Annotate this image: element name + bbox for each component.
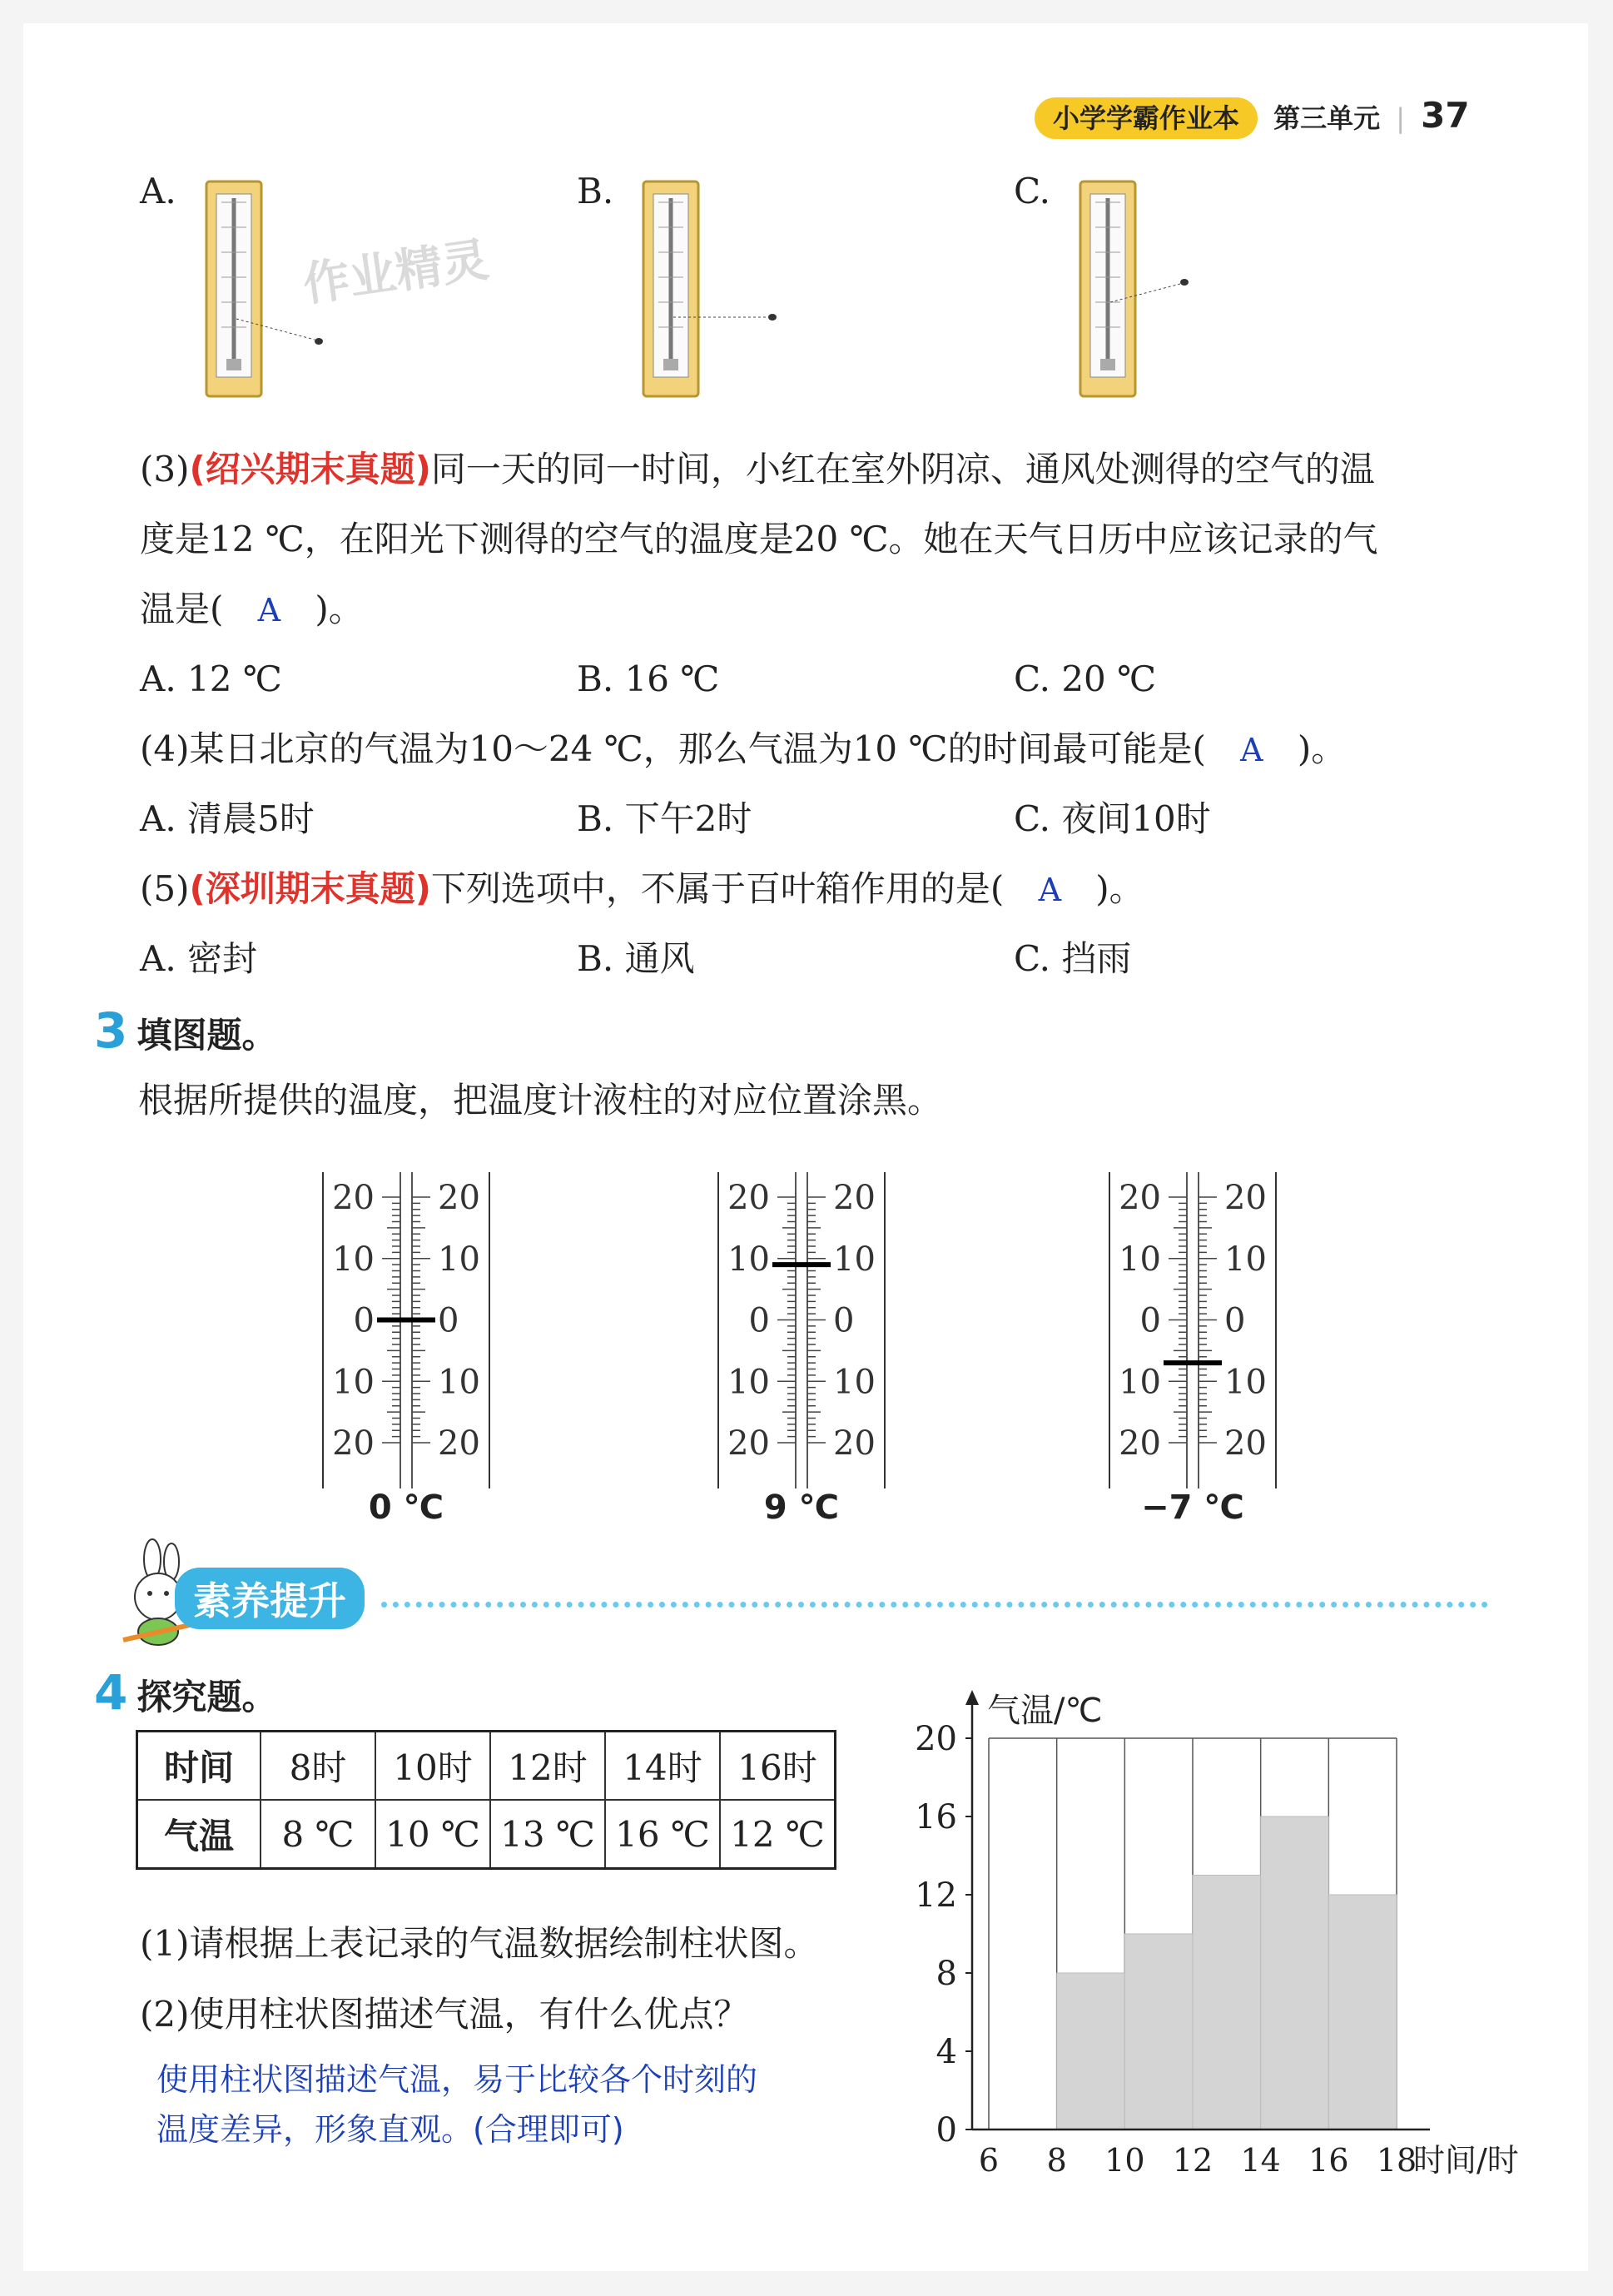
y-tick-label: 4 <box>936 2033 957 2071</box>
tick-label: 10 <box>438 1240 480 1279</box>
thermometer-minus7 <box>1093 1155 1293 1527</box>
x-axis-label: 时间/时 <box>1413 2142 1519 2179</box>
thermometer-scale <box>306 1155 506 1505</box>
x-tick-label: 12 <box>1172 2142 1213 2179</box>
table-header-cell: 时间 <box>137 1732 261 1801</box>
thermometer-scale <box>1093 1155 1293 1505</box>
y-axis-arrow <box>965 1690 979 1705</box>
tick-label: 10 <box>1224 1240 1267 1279</box>
tick-label: 0 <box>353 1301 375 1340</box>
section4-number: 4 <box>94 1664 128 1721</box>
tick-label: 20 <box>332 1179 375 1217</box>
tick-label: 10 <box>727 1240 770 1279</box>
y-tick-label: 20 <box>915 1720 957 1758</box>
table-cell: 16时 <box>720 1732 836 1801</box>
option-c-label: C. <box>1014 171 1050 211</box>
q5-source-tag: (深圳期末真题) <box>189 868 431 909</box>
thermometer-0 <box>306 1155 506 1527</box>
q4-answer: A <box>1240 732 1263 768</box>
book-title-tag: 小学学霸作业本 <box>1035 97 1258 139</box>
q4-option-c: C. 夜间10时 <box>1014 798 1211 839</box>
y-tick-label: 12 <box>915 1876 957 1915</box>
header <box>1035 95 1470 136</box>
banner-dotted-line <box>381 1602 1488 1608</box>
bar <box>1261 1816 1329 2130</box>
tick-label: 10 <box>1119 1363 1161 1402</box>
tick-label: 20 <box>1224 1179 1267 1217</box>
thermometer-label: −7 ℃ <box>1141 1488 1244 1527</box>
tick-label: 10 <box>438 1363 480 1402</box>
y-axis-label: 气温/℃ <box>987 1692 1103 1730</box>
section3-number: 3 <box>94 1002 128 1059</box>
tick-label: 20 <box>438 1179 480 1217</box>
tick-label: 20 <box>727 1424 770 1463</box>
section4-answer-line2: 温度差异，形象直观。(合理即可) <box>156 2111 624 2148</box>
temperature-table <box>136 1730 836 1870</box>
tick-label: 20 <box>727 1179 770 1217</box>
tick-label: 10 <box>1224 1363 1267 1402</box>
q4-option-a: A. 清晨5时 <box>140 798 315 839</box>
q5-option-c: C. 挡雨 <box>1014 938 1132 979</box>
wall-thermometer-b-icon <box>618 177 802 402</box>
tick-label: 20 <box>1119 1424 1161 1463</box>
y-tick-label: 16 <box>915 1798 957 1836</box>
thermometer-scale <box>702 1155 901 1505</box>
x-tick-label: 16 <box>1308 2142 1349 2179</box>
q5-question: (5)(深圳期末真题)下列选项中，不属于百叶箱作用的是( A )。 <box>140 854 1144 925</box>
section4-title: 探究题。 <box>136 1677 277 1717</box>
tick-label: 20 <box>1119 1179 1161 1217</box>
table-cell: 10 ℃ <box>375 1800 490 1869</box>
q5-option-b: B. 通风 <box>577 938 695 979</box>
y-tick-label: 8 <box>936 1955 957 1993</box>
tick-label: 0 <box>438 1301 459 1340</box>
tick-label: 10 <box>332 1363 375 1402</box>
table-cell: 13 ℃ <box>490 1800 605 1869</box>
option-a-label: A. <box>140 171 176 211</box>
section4-answer-line1: 使用柱状图描述气温，易于比较各个时刻的 <box>156 2061 758 2098</box>
section4-sub2: (2)使用柱状图描述气温，有什么优点？ <box>140 1994 749 2035</box>
q5-option-a: A. 密封 <box>140 938 258 979</box>
section3-title: 填图题。 <box>136 1015 277 1056</box>
q3-answer: A <box>257 592 281 629</box>
header-divider: | <box>1396 102 1405 134</box>
y-tick-label: 0 <box>936 2111 957 2149</box>
q3-line1: (3)(绍兴期末真题)同一天的同一时间，小红在室外阴凉、通风处测得的空气的温 <box>140 449 1375 490</box>
table-row <box>137 1732 836 1801</box>
x-tick-label: 6 <box>978 2142 1000 2179</box>
unit-label: 第三单元 <box>1273 102 1381 134</box>
section3-instruction: 根据所提供的温度，把温度计液柱的对应位置涂黑。 <box>138 1080 943 1121</box>
section-banner: 素养提升 <box>175 1568 365 1629</box>
tick-label: 0 <box>1224 1301 1246 1340</box>
option-b-label: B. <box>577 171 614 211</box>
tick-label: 0 <box>833 1301 855 1340</box>
table-cell: 14时 <box>605 1732 720 1801</box>
q3-option-c: C. 20 ℃ <box>1014 658 1157 699</box>
table-cell: 10时 <box>375 1732 490 1801</box>
q4-question: (4)某日北京的气温为10～24 ℃，那么气温为10 ℃的时间最可能是( A )。 <box>140 714 1346 785</box>
q3-line2: 度是12 ℃，在阳光下测得的空气的温度是20 ℃。她在天气日历中应该记录的气 <box>140 519 1378 559</box>
x-tick-label: 18 <box>1376 2142 1417 2179</box>
table-cell: 8 ℃ <box>261 1800 375 1869</box>
tick-label: 20 <box>833 1424 876 1463</box>
watermark: 作业精灵 <box>300 232 493 313</box>
x-tick-label: 10 <box>1104 2142 1145 2179</box>
thermometer-9 <box>702 1155 901 1527</box>
tick-label: 20 <box>438 1424 480 1463</box>
tick-label: 20 <box>332 1424 375 1463</box>
tick-label: 10 <box>727 1363 770 1402</box>
tick-label: 10 <box>1119 1240 1161 1279</box>
tick-label: 10 <box>833 1363 876 1402</box>
bar <box>1193 1876 1261 2130</box>
bar <box>1124 1934 1193 2130</box>
x-tick-label: 14 <box>1240 2142 1281 2179</box>
tick-label: 10 <box>833 1240 876 1279</box>
section4-sub1: (1)请根据上表记录的气温数据绘制柱状图。 <box>140 1923 819 1964</box>
q4-option-b: B. 下午2时 <box>577 798 752 839</box>
table-cell: 12 ℃ <box>720 1800 836 1869</box>
q5-answer: A <box>1038 872 1062 908</box>
table-header-cell: 气温 <box>137 1800 261 1869</box>
tick-label: 20 <box>833 1179 876 1217</box>
table-cell: 8时 <box>261 1732 375 1801</box>
bar <box>1057 1973 1125 2130</box>
table-cell: 12时 <box>490 1732 605 1801</box>
q3-source-tag: (绍兴期末真题) <box>189 449 431 490</box>
workbook-page <box>23 23 1588 2271</box>
table-row <box>137 1800 836 1869</box>
x-tick-label: 8 <box>1046 2142 1067 2179</box>
q3-line3: 温是( A )。 <box>140 574 364 645</box>
q3-option-a: A. 12 ℃ <box>140 658 282 699</box>
tick-label: 0 <box>1139 1301 1161 1340</box>
page-number: 37 <box>1421 95 1470 136</box>
tick-label: 0 <box>748 1301 770 1340</box>
thermometer-label: 0 ℃ <box>368 1488 444 1527</box>
bar <box>1328 1895 1397 2130</box>
wall-thermometer-c-icon <box>1055 177 1222 402</box>
q3-option-b: B. 16 ℃ <box>577 658 720 699</box>
temperature-bar-chart <box>856 1680 1555 2179</box>
table-cell: 16 ℃ <box>605 1800 720 1869</box>
thermometer-label: 9 ℃ <box>763 1488 840 1527</box>
tick-label: 20 <box>1224 1424 1267 1463</box>
tick-label: 10 <box>332 1240 375 1279</box>
